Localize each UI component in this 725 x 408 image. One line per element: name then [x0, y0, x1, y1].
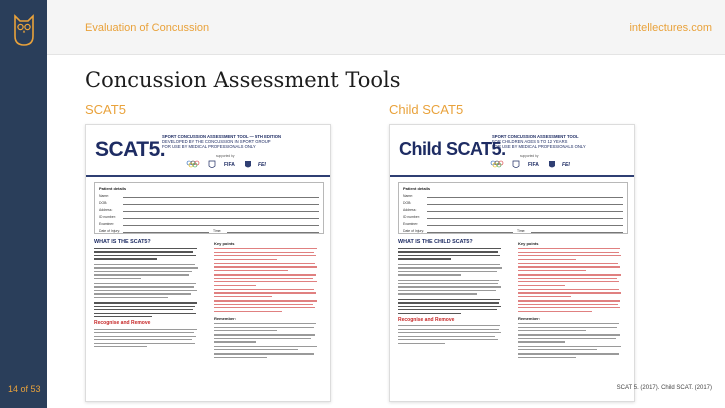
page-title: Concussion Assessment Tools [85, 68, 401, 92]
doc-brand: Child SCAT5. [399, 139, 506, 159]
remember-heading: Remember: [518, 315, 541, 321]
patient-field[interactable]: Name: [99, 194, 319, 199]
shield-icon [548, 160, 556, 170]
doc-description: SPORT CONCUSSION ASSESSMENT TOOL FOR CHILDREN AGES 5 TO 12 YEARS FOR USE BY MEDICAL PROFESSIONALS ONLY [492, 134, 586, 150]
patient-field[interactable]: Date of Injury: [403, 229, 513, 234]
patient-details-box [398, 182, 628, 234]
doc-header [390, 125, 634, 177]
patient-details-title: Patient details [403, 186, 431, 191]
supported-by-label: supported by [216, 154, 235, 158]
fei-logo: FEI [562, 162, 570, 168]
patient-details-box [94, 182, 324, 234]
doc-description: SPORT CONCUSSION ASSESSMENT TOOL — 5TH EDITION DEVELOPED BY THE CONCUSSION IN SPORT GROUP FOR USE BY MEDICAL PROFESSIONALS ONLY [162, 134, 282, 150]
section-title-child-scat5: Child SCAT5 [389, 102, 464, 117]
child-scat5-document [389, 124, 635, 402]
doc-left-column [94, 239, 199, 350]
sidebar [0, 0, 47, 408]
federation-logo-icon [208, 160, 216, 170]
patient-field[interactable]: Address: [403, 208, 623, 213]
section-title-scat5: SCAT5 [85, 102, 126, 117]
owl-icon [11, 14, 37, 48]
patient-field[interactable]: Examiner: [403, 222, 623, 227]
scat5-document [85, 124, 331, 402]
recognise-heading: Recognise and Remove [398, 316, 455, 323]
ioc-rings-icon [186, 160, 200, 170]
doc-right-column [518, 239, 623, 360]
patient-field[interactable]: Address: [99, 208, 319, 213]
fei-logo: FEI [258, 162, 266, 168]
doc-right-column [214, 239, 319, 360]
what-heading: WHAT IS THE CHILD SCAT5? [398, 239, 473, 245]
federation-logo-icon [512, 160, 520, 170]
patient-field-time[interactable]: Time: [517, 229, 623, 234]
supported-by-label: supported by [520, 154, 539, 158]
key-points-heading: Key points [518, 241, 539, 246]
patient-details-title: Patient details [99, 186, 127, 191]
key-points-heading: Key points [214, 241, 235, 246]
sponsor-logos [482, 160, 632, 170]
source-footnote: SCAT 5. (2017). Child SCAT. (2017) [616, 385, 712, 391]
sponsor-logos [178, 160, 328, 170]
patient-field[interactable]: DOB: [99, 201, 319, 206]
doc-brand: SCAT5. [95, 138, 166, 161]
patient-field[interactable]: ID number: [403, 215, 623, 220]
patient-field-time[interactable]: Time: [213, 229, 319, 234]
patient-field[interactable]: DOB: [403, 201, 623, 206]
recognise-heading: Recognise and Remove [94, 320, 151, 327]
page-number: 14 of 53 [8, 384, 41, 394]
header-title: Evaluation of Concussion [85, 22, 210, 34]
patient-field[interactable]: Examiner: [99, 222, 319, 227]
patient-field[interactable]: ID number: [99, 215, 319, 220]
patient-field[interactable]: Name: [403, 194, 623, 199]
fifa-logo: FIFA [528, 162, 539, 168]
doc-header [86, 125, 330, 177]
shield-icon [244, 160, 252, 170]
patient-field[interactable]: Date of Injury: [99, 229, 209, 234]
ioc-rings-icon [490, 160, 504, 170]
doc-left-column [398, 239, 503, 346]
fifa-logo: FIFA [224, 162, 235, 168]
header-site-link[interactable]: intellectures.com [629, 22, 712, 34]
what-heading: WHAT IS THE SCAT5? [94, 239, 151, 245]
remember-heading: Remember: [214, 315, 237, 321]
